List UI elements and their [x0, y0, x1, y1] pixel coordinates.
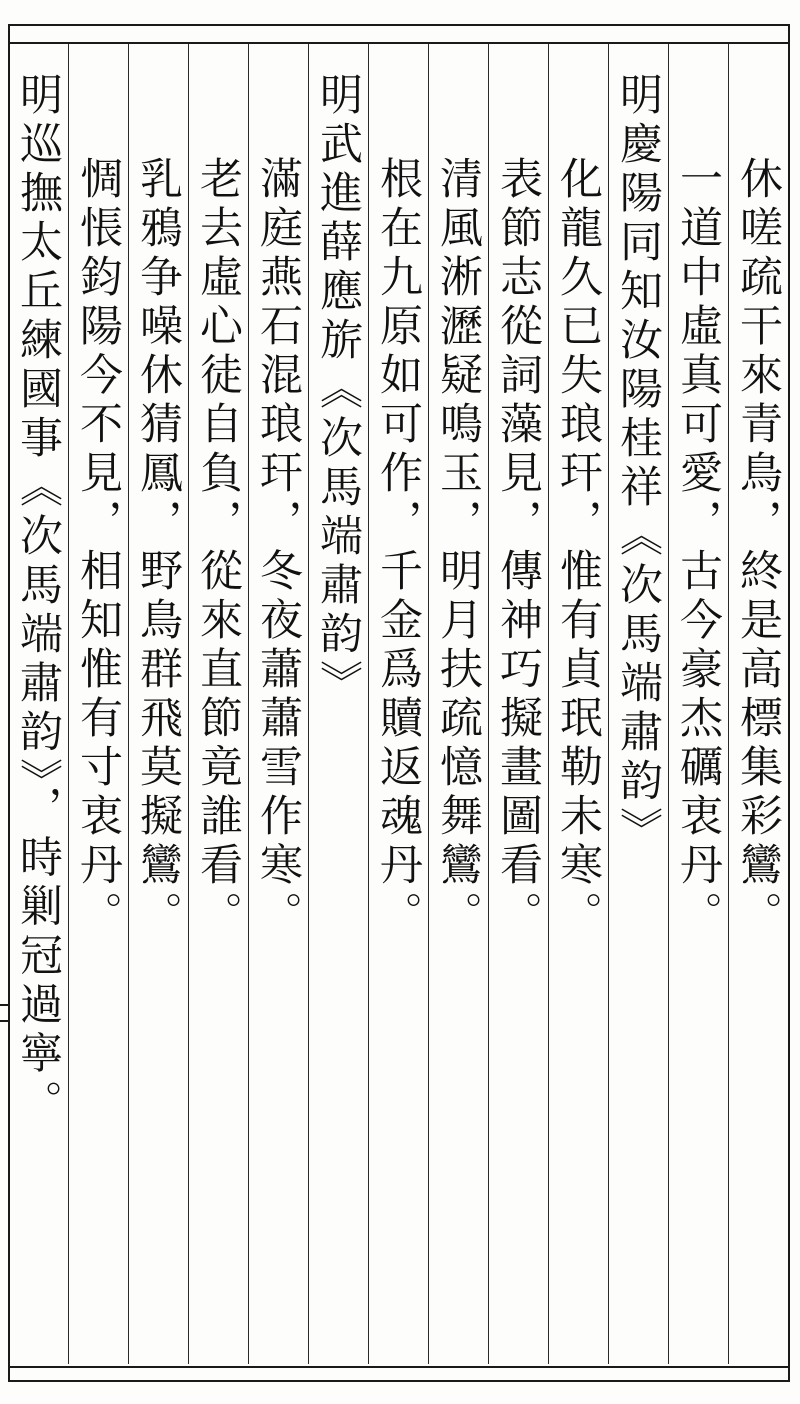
column-11 [128, 44, 188, 1364]
column-4 [548, 44, 608, 1364]
column-9 [248, 44, 308, 1364]
binding-mark [0, 1004, 8, 1022]
column-5 [488, 44, 548, 1364]
column-7 [368, 44, 428, 1364]
poem-line: 清風淅瀝疑鳴玉，明月扶疏憶舞鸞。 [433, 156, 483, 940]
poem-heading: 明巡撫太丘練國事《次馬端肅韵》，時剿冠過寧。 [13, 72, 63, 1129]
poem-line: 老去虛心徒自負，從來直節竟誰看。 [193, 156, 243, 940]
poem-line: 根在九原如可作，千金爲贖返魂丹。 [373, 156, 423, 940]
poem-line: 表節志從詞藻見，傳神巧擬畫圖看。 [493, 156, 543, 940]
text-columns [10, 44, 788, 1364]
poem-line: 化龍久已失琅玕，惟有貞珉勒未寒。 [553, 156, 603, 940]
column-8 [308, 44, 368, 1364]
column-6 [428, 44, 488, 1364]
poem-line: 惆悵鈞陽今不見，相知惟有寸衷丹。 [73, 156, 123, 940]
column-10 [188, 44, 248, 1364]
bottom-rule [8, 1366, 790, 1368]
poem-line: 乳鴉争噪休猜鳳，野鳥群飛莫擬鸞。 [133, 156, 183, 940]
poem-line: 一道中虛真可愛，古今豪杰礪衷丹。 [673, 156, 723, 940]
column-13 [8, 44, 68, 1364]
column-1 [728, 44, 788, 1364]
column-2 [668, 44, 728, 1364]
column-3 [608, 44, 668, 1364]
poem-heading: 明慶陽同知汝陽桂祥《次馬端肅韵》 [613, 72, 663, 856]
poem-heading: 明武進薛應旂《次馬端肅韵》 [313, 72, 363, 709]
column-12 [68, 44, 128, 1364]
poem-line: 滿庭燕石混琅玕，冬夜蕭蕭雪作寒。 [253, 156, 303, 940]
poem-line: 休嗟疏干來青鳥，終是高標集彩鸞。 [733, 156, 783, 940]
